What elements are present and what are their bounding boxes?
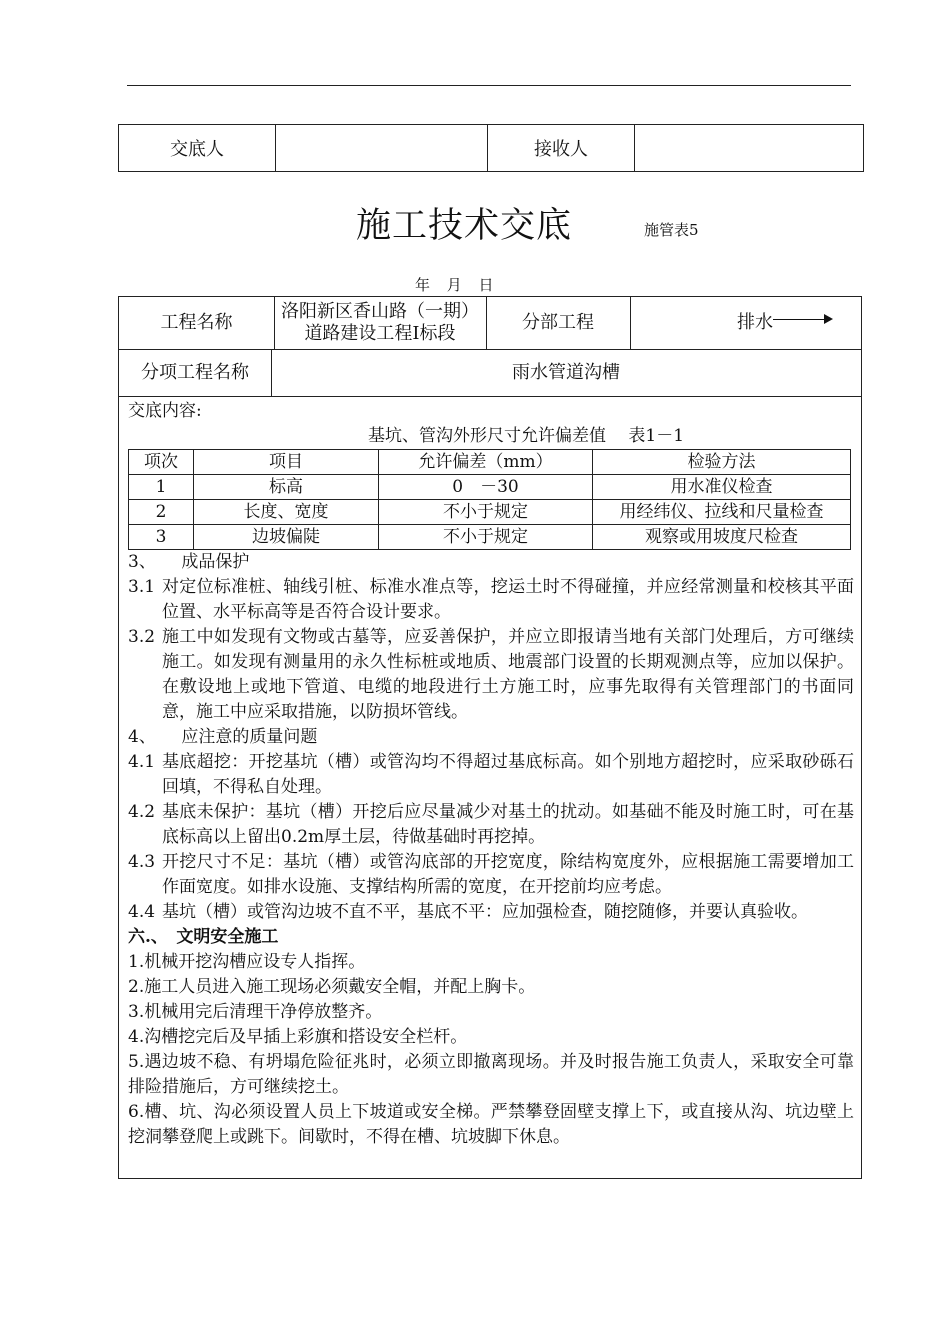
sub-project-label: 分部工程: [522, 312, 594, 333]
date-line: 年 月 日: [415, 276, 494, 294]
table-cell: 用经纬仪、拉线和尺量检查: [593, 500, 851, 525]
item-number: 3.2: [128, 627, 156, 647]
item-number: 4.3: [128, 852, 156, 872]
list-item: [128, 850, 854, 900]
table-header: 允许偏差（mm）: [379, 450, 593, 475]
table-header-row: [129, 450, 851, 475]
item-text: 基底超挖：开挖基坑（槽）或管沟均不得超过基底标高。如个别地方超挖时，应采取砂砾石回填，不得私自处理。: [162, 752, 854, 797]
safety-item: 4.沟槽挖完后及早插上彩旗和搭设安全栏杆。: [128, 1027, 468, 1047]
project-row: [119, 297, 861, 350]
table-cell: 不小于规定: [379, 500, 593, 525]
table-cell: 1: [129, 475, 194, 500]
table-header: 检验方法: [593, 450, 851, 475]
table-cell: 标高: [194, 475, 379, 500]
receiver-field[interactable]: [635, 125, 864, 172]
table-cell: 3: [129, 525, 194, 550]
sub-project-value: [630, 297, 861, 349]
section-6-title: 六.、 文明安全施工: [128, 927, 279, 947]
safety-item: 5.遇边坡不稳、有坍塌危险征兆时，必须立即撤离现场。并及时报告施工负责人，采取安全可靠排险措施后，方可继续挖土。: [128, 1052, 854, 1097]
table-cell: 长度、宽度: [194, 500, 379, 525]
table-header: 项次: [129, 450, 194, 475]
table-cell: 边坡偏陡: [194, 525, 379, 550]
safety-item: 2.施工人员进入施工现场必须戴安全帽，并配上胸卡。: [128, 977, 536, 997]
item-name-value: 雨水管道沟槽: [512, 361, 620, 383]
item-name-label: 分项工程名称: [141, 361, 249, 383]
table-row: [129, 475, 851, 500]
arrow-head-icon: [824, 314, 833, 324]
arrow-icon: [773, 319, 825, 320]
item-number: 4.4: [128, 902, 156, 922]
table-cell: 2: [129, 500, 194, 525]
table-cell: 0 －30: [379, 475, 593, 500]
project-name-value: [274, 297, 486, 349]
list-item: [128, 750, 854, 800]
item-text: 基坑（槽）或管沟边坡不直不平，基底不平：应加强检查，随挖随修，并要认真验收。: [162, 902, 808, 922]
table-row: [129, 500, 851, 525]
form-number: 施管表5: [644, 221, 699, 239]
top-rule: [127, 85, 851, 86]
list-item: [128, 900, 854, 925]
list-item: [128, 800, 854, 850]
item-number: 3.1: [128, 577, 156, 597]
table-cell: 不小于规定: [379, 525, 593, 550]
table-header: 项目: [194, 450, 379, 475]
section-4-title: 4、 应注意的质量问题: [128, 727, 318, 747]
sub-project-text: 排水: [737, 312, 773, 333]
tolerance-table: [128, 449, 851, 550]
item-text: 施工中如发现有文物或古墓等，应妥善保护，并应立即报请当地有关部门处理后，方可继续施工。如发现有测量用的永久性标桩或地质、地震部门设置的长期观测点等，应加以保护。在敷设地上或地下管道、电缆的地段进行土方施工时，应事先取得有关管理部门的书面同意，施工中应采取措施，以防损坏管线。: [162, 627, 854, 722]
content-intro: 交底内容:: [128, 401, 202, 421]
signature-table: [118, 124, 864, 172]
handover-form: [118, 296, 862, 1179]
project-name-line1: 洛阳新区香山路（一期）: [281, 301, 479, 322]
safety-item: 6.槽、坑、沟必须设置人员上下坡道或安全梯。严禁攀登固壁支撑上下，或直接从沟、坑边壁上挖洞攀登爬上或跳下。间歇时，不得在槽、坑坡脚下休息。: [128, 1102, 854, 1147]
table-row: [129, 525, 851, 550]
project-name-line2: 道路建设工程I标段: [304, 323, 456, 344]
handover-label: 交底人: [119, 125, 276, 172]
list-item: [128, 625, 854, 725]
section-3-title: 3、 成品保护: [128, 552, 250, 572]
list-item: [128, 575, 854, 625]
item-text: 开挖尺寸不足：基坑（槽）或管沟底部的开挖宽度，除结构宽度外，应根据施工需要增加工作面宽度。如排水设施、支撑结构所需的宽度，在开挖前均应考虑。: [162, 852, 854, 897]
item-row: [119, 349, 861, 397]
safety-item: 3.机械用完后清理干净停放整齐。: [128, 1002, 383, 1022]
handover-field[interactable]: [276, 125, 488, 172]
table-cell: 用水准仪检查: [593, 475, 851, 500]
table-cell: 观察或用坡度尺检查: [593, 525, 851, 550]
table-caption: 基坑、管沟外形尺寸允许偏差值 表1－1: [367, 426, 685, 446]
project-name-label: 工程名称: [160, 312, 233, 333]
item-text: 基底未保护：基坑（槽）开挖后应尽量减少对基土的扰动。如基础不能及时施工时，可在基底标高以上留出0.2m厚土层，待做基础时再挖掉。: [162, 802, 854, 847]
item-number: 4.1: [128, 752, 156, 772]
content-body: [128, 399, 854, 1150]
item-number: 4.2: [128, 802, 156, 822]
page-title: 施工技术交底: [356, 206, 573, 246]
safety-item: 1.机械开挖沟槽应设专人指挥。: [128, 952, 366, 972]
item-text: 对定位标准桩、轴线引桩、标准水准点等，挖运土时不得碰撞，并应经常测量和校核其平面位置、水平标高等是否符合设计要求。: [162, 577, 854, 622]
receiver-label: 接收人: [488, 125, 635, 172]
